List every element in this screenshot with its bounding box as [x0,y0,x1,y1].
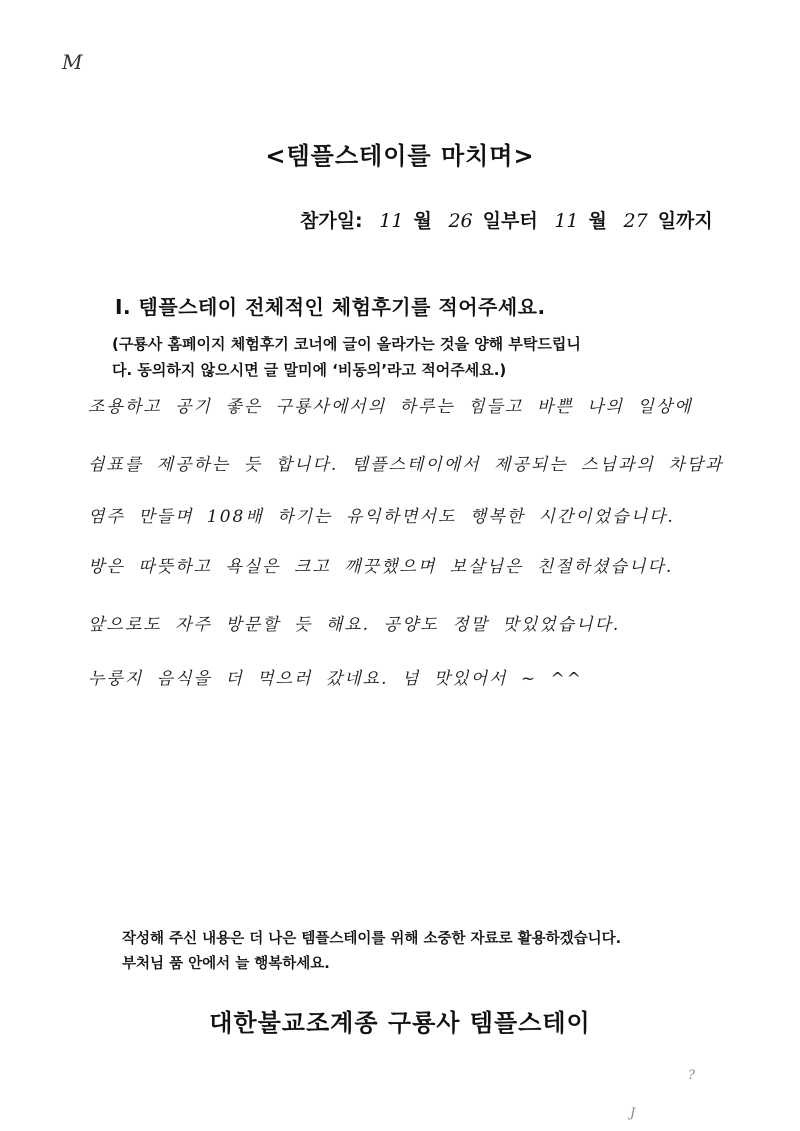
month-label-2: 월 [588,210,607,232]
stray-mark: J [630,1106,636,1121]
review-line: 누룽지 음식을 더 먹으러 갔네요. 넘 맛있어서 ~ ^^ [88,669,583,689]
start-month-value: 11 [379,210,404,232]
footer-note-line: 부처님 품 안에서 늘 행복하세요. [122,956,330,972]
handwritten-review [88,392,768,704]
consent-note-line: 다. 동의하지 않으시면 글 말미에 ‘비동의’라고 적어주세요.) [112,361,507,379]
consent-note-line: (구룡사 홈페이지 체험후기 코너에 글이 올라가는 것을 양해 부탁드립니 [112,335,581,353]
consent-note [112,331,712,383]
review-line: 염주 만들며 108배 하기는 유익하면서도 행복한 시간이었습니다. [88,507,675,527]
participation-dates [300,206,713,233]
question-heading: Ⅰ. 템플스테이 전체적인 체험후기를 적어주세요. [115,295,546,319]
from-label: 일부터 [482,210,538,232]
end-day-value: 27 [623,210,648,232]
review-line: 앞으로도 자주 방문할 듯 해요. 공양도 정말 맛있었습니다. [88,615,621,635]
review-line: 조용하고 공기 좋은 구룡사에서의 하루는 힘들고 바쁜 나의 일상에 [88,397,693,417]
review-line: 쉼표를 제공하는 듯 합니다. 템플스테이에서 제공되는 스님과의 차담과 [88,455,724,475]
to-label: 일까지 [657,210,713,232]
review-line: 방은 따뜻하고 욕실은 크고 깨끗했으며 보살님은 친절하셨습니다. [88,557,674,577]
start-day-value: 26 [448,210,473,232]
footer-note [122,927,621,977]
footer-note-line: 작성해 주신 내용은 더 나은 템플스테이를 위해 소중한 자료로 활용하겠습니다. [122,931,622,947]
page-title: <템플스테이를 마치며> [265,142,535,170]
month-label-1: 월 [413,210,432,232]
end-month-value: 11 [554,210,579,232]
stray-mark: ? [688,1068,695,1083]
organization-name: 대한불교조계종 구룡사 템플스테이 [209,1009,591,1037]
corner-mark: M [62,50,83,74]
dates-label: 참가일: [300,210,363,232]
